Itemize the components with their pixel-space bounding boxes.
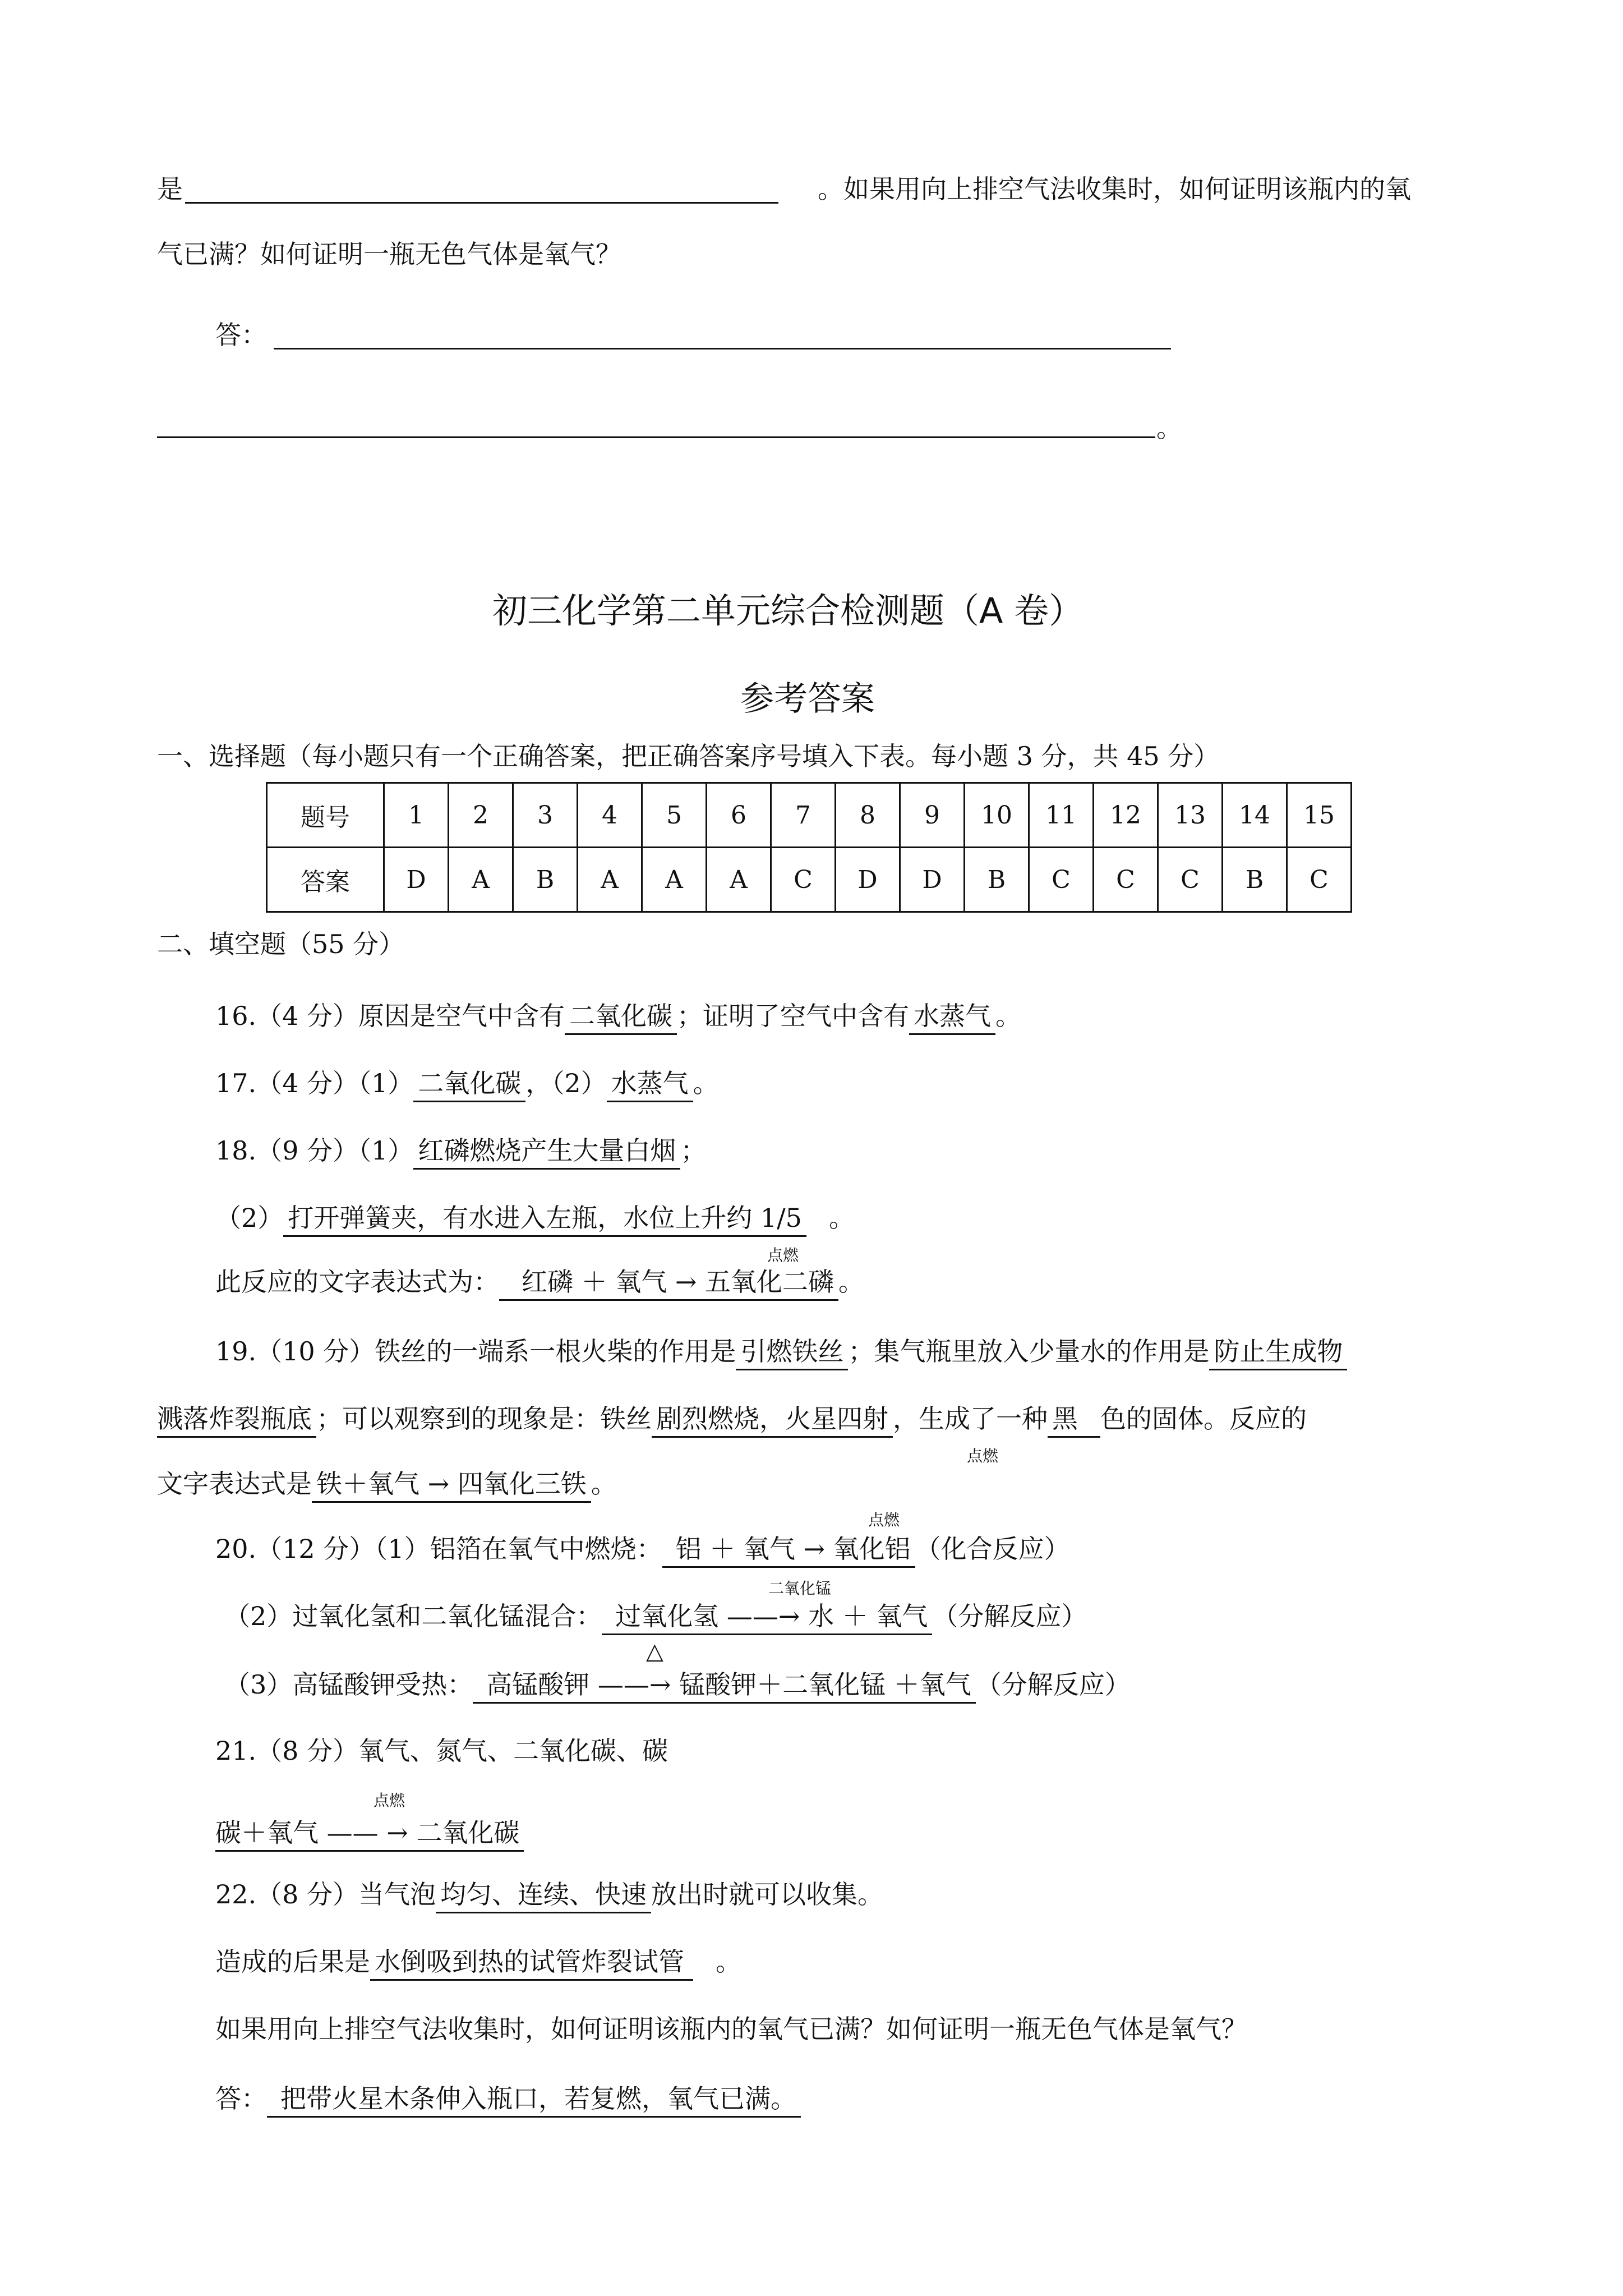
q19-equation: 铁＋氧气 → 四氧化三铁 (312, 1469, 591, 1503)
q16-answer-2: 水蒸气 (909, 1001, 995, 1035)
answer-table (266, 782, 1352, 913)
q20-line1 (215, 1536, 1070, 1562)
q19-text-l2b: ；可以观察到的现象是：铁丝 (316, 1404, 652, 1434)
section2-heading: 二、填空题（55 分） (157, 929, 405, 959)
table-cell: 10 (965, 783, 1029, 848)
top-line2: 气已满？如何证明一瓶无色气体是氧气？ (157, 239, 621, 269)
q19-text-l1c: ；集气瓶里放入少量水的作用是 (848, 1336, 1210, 1366)
q18-line1 (215, 1135, 707, 1166)
top-answer-blank[interactable] (274, 348, 1171, 349)
table-cell: 11 (1029, 783, 1094, 848)
q19-text-l3a: 文字表达式是 (157, 1469, 312, 1499)
table-row-answers (267, 848, 1352, 912)
q16-text-c: ；证明了空气中含有 (677, 1001, 910, 1031)
q20-text-l1c: （化合反应） (915, 1534, 1070, 1564)
table-cell: B (513, 848, 578, 912)
q16-text-e: 。 (995, 1001, 1022, 1031)
q17-line (215, 1070, 719, 1096)
page-subtitle: 参考答案 (740, 679, 875, 719)
q16-text-a: 16.（4 分）原因是空气中含有 (215, 1001, 565, 1031)
q22-line4 (215, 2083, 801, 2114)
q20-line3 (224, 1669, 1131, 1700)
table-cell: 12 (1094, 783, 1158, 848)
q17-answer-1: 二氧化碳 (413, 1068, 525, 1102)
q22-answer-3: 把带火星木条伸入瓶口，若复燃，氧气已满。 (267, 2083, 801, 2118)
table-cell: D (900, 848, 965, 912)
table-cell: 2 (449, 783, 513, 848)
table-cell: A (578, 848, 642, 912)
q22-line2 (215, 1949, 741, 1975)
table-cell: 1 (384, 783, 449, 848)
q20-text-l3c: （分解反应） (975, 1669, 1131, 1700)
q17-answer-2: 水蒸气 (607, 1068, 693, 1102)
top-end-period: 。 (1156, 413, 1182, 443)
q20-condition-2: 二氧化锰 (768, 1579, 832, 1598)
top-answer-blank-2[interactable] (157, 436, 1155, 438)
table-cell: B (965, 848, 1029, 912)
q18-eq-end: 。 (838, 1267, 865, 1297)
q19-answer-2a: 防止生成物 (1209, 1336, 1347, 1370)
q18-eq-label: 此反应的文字表达式为： (215, 1267, 499, 1297)
table-cell: A (449, 848, 513, 912)
q19-answer-3: 剧烈燃烧，火星四射 (652, 1404, 893, 1438)
header-cell-answer: 答案 (267, 848, 384, 912)
q18-equation: 红磷 ＋ 氧气 → 五氧化二磷 (499, 1267, 838, 1301)
q22-text-l2a: 造成的后果是 (215, 1947, 370, 1977)
q19-text-l2f: 色的固体。反应的 (1100, 1404, 1307, 1434)
top-answer-label: 答： (215, 320, 267, 350)
table-cell: 14 (1223, 783, 1287, 848)
top-blank-1[interactable] (185, 202, 778, 204)
top-line1-end: 。如果用向上排空气法收集时，如何证明该瓶内的氧 (818, 174, 1411, 204)
table-cell: 6 (707, 783, 771, 848)
q19-answer-4: 黑 (1048, 1404, 1100, 1438)
q19-answer-1: 引燃铁丝 (736, 1336, 848, 1370)
table-cell: 4 (578, 783, 642, 848)
table-row-numbers (267, 783, 1352, 848)
q21-equation: 碳＋氧气 —— → 二氧化碳 (215, 1818, 524, 1852)
q18-text-p2c: 。 (828, 1203, 855, 1233)
page-title: 初三化学第二单元综合检测题（A 卷） (492, 590, 1084, 631)
q19-line2 (157, 1406, 1307, 1432)
table-cell: A (642, 848, 707, 912)
q20-equation-3: 高锰酸钾 ——→ 锰酸钾＋二氧化锰 ＋氧气 (473, 1669, 975, 1704)
q21-condition: 点燃 (374, 1791, 405, 1810)
table-cell: 3 (513, 783, 578, 848)
q19-text-l1a: 19.（10 分）铁丝的一端系一根火柴的作用是 (215, 1336, 736, 1366)
table-cell: 13 (1158, 783, 1223, 848)
q20-text-l3a: （3）高锰酸钾受热： (224, 1669, 473, 1700)
q18-answer-2: 打开弹簧夹，有水进入左瓶，水位上升约 1/5 (283, 1203, 806, 1237)
section1-heading: 一、选择题（每小题只有一个正确答案，把正确答案序号填入下表。每小题 3 分，共 45 分） (157, 741, 1220, 771)
q16-answer-1: 二氧化碳 (565, 1001, 677, 1035)
table-cell: C (1158, 848, 1223, 912)
q18-answer-1: 红磷燃烧产生大量白烟 (413, 1135, 680, 1170)
q17-text-c: ，（2） (525, 1068, 607, 1098)
q18-text-a: 18.（9 分）（1） (215, 1135, 414, 1166)
q20-equation-2: 过氧化氢 ——→ 水 ＋ 氧气 (602, 1601, 932, 1635)
q21-line1: 21.（8 分）氧气、氮气、二氧化碳、碳 (215, 1736, 668, 1766)
q20-text-l2a: （2）过氧化氢和二氧化锰混合： (224, 1601, 602, 1631)
q19-condition: 点燃 (967, 1447, 999, 1465)
q19-answer-2b: 溅落炸裂瓶底 (157, 1404, 316, 1438)
q22-line3: 如果用向上排空气法收集时，如何证明该瓶内的氧气已满？如何证明一瓶无色气体是氧气？ (215, 2014, 1247, 2044)
table-cell: D (836, 848, 900, 912)
table-cell: D (384, 848, 449, 912)
q22-answer-1: 均匀、连续、快速 (436, 1879, 651, 1913)
q21-line2 (215, 1820, 524, 1846)
q19-text-l3c: 。 (591, 1469, 617, 1499)
table-cell: 15 (1287, 783, 1352, 848)
table-cell: C (1029, 848, 1094, 912)
q18-condition: 点燃 (767, 1246, 799, 1264)
table-cell: C (1094, 848, 1158, 912)
q20-condition-1: 点燃 (868, 1511, 900, 1529)
q20-equation-1: 铝 ＋ 氧气 → 氧化铝 (662, 1534, 915, 1568)
q17-text-a: 17.（4 分）（1） (215, 1068, 414, 1098)
q17-text-e: 。 (693, 1068, 719, 1098)
q20-condition-3: △ (646, 1639, 663, 1664)
header-cell-number: 题号 (267, 783, 384, 848)
table-cell: B (1223, 848, 1287, 912)
q22-answer-label: 答： (215, 2083, 267, 2114)
q19-text-l2d: ，生成了一种 (893, 1404, 1048, 1434)
q20-text-l2c: （分解反应） (932, 1601, 1087, 1631)
q18-line2 (215, 1205, 855, 1231)
q22-text-l1c: 放出时就可以收集。 (651, 1879, 884, 1910)
q22-text-l1a: 22.（8 分）当气泡 (215, 1879, 436, 1910)
q20-text-l1a: 20.（12 分）（1）铝箔在氧气中燃烧： (215, 1534, 662, 1564)
q18-text-p2a: （2） (215, 1203, 284, 1233)
q19-line3 (157, 1471, 617, 1497)
table-cell: 7 (771, 783, 836, 848)
table-cell: A (707, 848, 771, 912)
q22-text-l2c: 。 (716, 1947, 741, 1977)
q20-line2 (224, 1603, 1087, 1629)
table-cell: C (1287, 848, 1352, 912)
table-cell: 8 (836, 783, 900, 848)
q19-line1 (215, 1338, 1347, 1364)
q18-text-c: ； (680, 1135, 707, 1166)
q18-line3 (215, 1269, 864, 1295)
q22-answer-2: 水倒吸到热的试管炸裂试管 (370, 1947, 693, 1981)
table-cell: C (771, 848, 836, 912)
q16-line (215, 1003, 1021, 1029)
table-cell: 9 (900, 783, 965, 848)
table-cell: 5 (642, 783, 707, 848)
q22-line1 (215, 1879, 884, 1910)
top-line1-start: 是 (157, 174, 183, 204)
